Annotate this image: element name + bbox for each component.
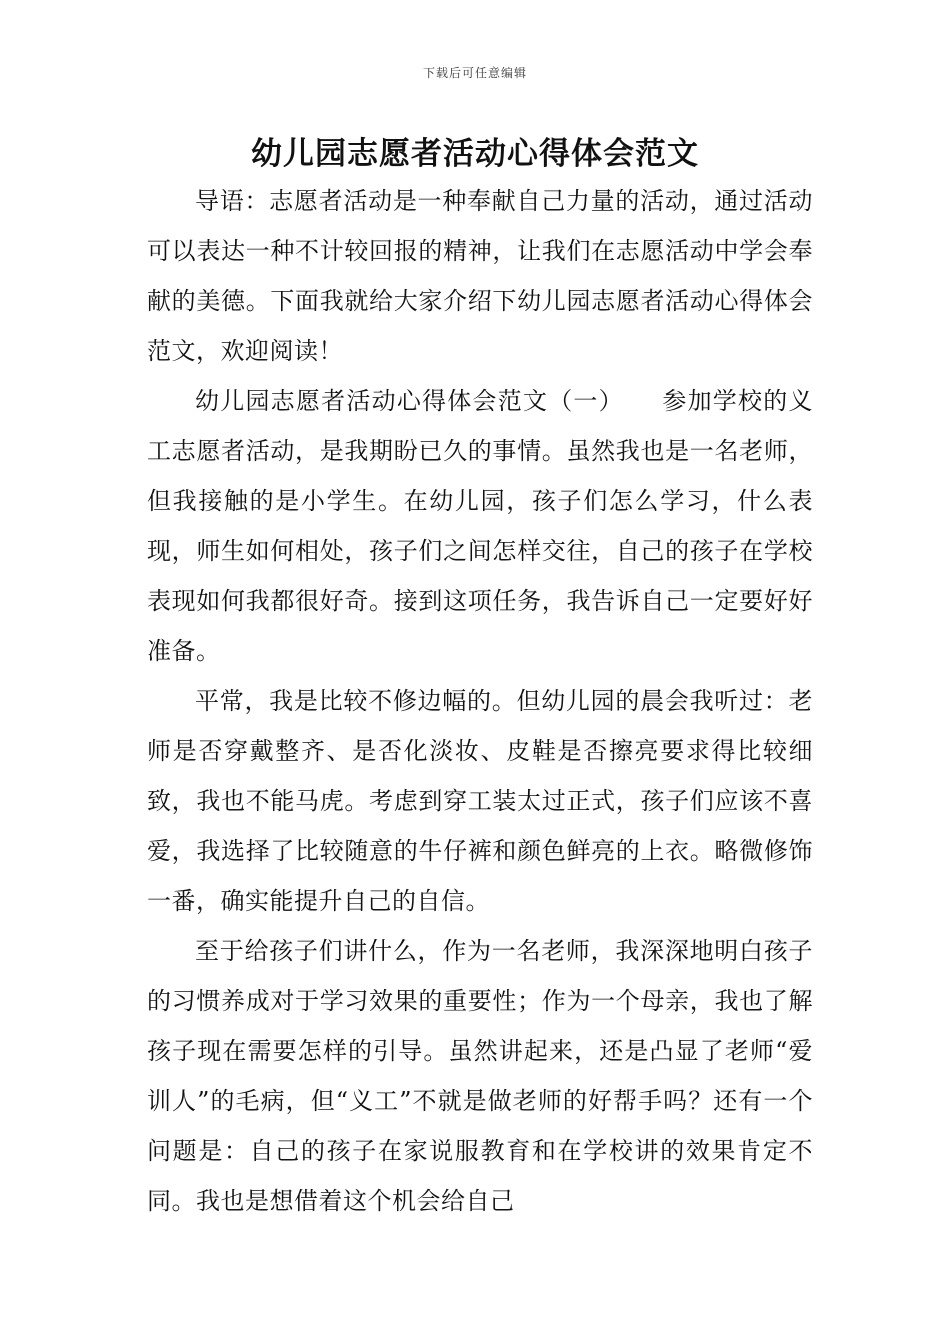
paragraph-1: 幼儿园志愿者活动心得体会范文（一） 参加学校的义工志愿者活动，是我期盼已久的事情。虽然我也是一名老师，但我接触的是小学生。在幼儿园，孩子们怎么学习，什么表现，师生如何相处，孩子们之间怎样交往，自己的孩子在学校表现如何我都很好奇。接到这项任务，我告诉自己一定要好好准备。 [147,387,813,665]
document-body [147,176,813,1226]
page-header-note: 下载后可任意编辑 [422,66,527,80]
paragraph-3: 至于给孩子们讲什么，作为一名老师，我深深地明白孩子的习惯养成对于学习效果的重要性；作为一个母亲，我也了解孩子现在需要怎样的引导。虽然讲起来，还是凸显了老师“爱训人”的毛病，但“义工”不就是做老师的好帮手吗？还有一个问题是：自己的孩子在家说服教育和在学校讲的效果肯定不同。我也是想借着这个机会给自己 [147,937,813,1215]
paragraph-2: 平常，我是比较不修边幅的。但幼儿园的晨会我听过：老师是否穿戴整齐、是否化淡妆、皮鞋是否擦亮要求得比较细致，我也不能马虎。考虑到穿工装太过正式，孩子们应该不喜爱，我选择了比较随意的牛仔裤和颜色鲜亮的上衣。略微修饰一番，确实能提升自己的自信。 [147,687,813,915]
document-title: 幼儿园志愿者活动心得体会范文 [251,136,699,172]
paragraph-intro: 导语：志愿者活动是一种奉献自己力量的活动，通过活动可以表达一种不计较回报的精神，让我们在志愿活动中学会奉献的美德。下面我就给大家介绍下幼儿园志愿者活动心得体会范文，欢迎阅读！ [147,187,813,365]
